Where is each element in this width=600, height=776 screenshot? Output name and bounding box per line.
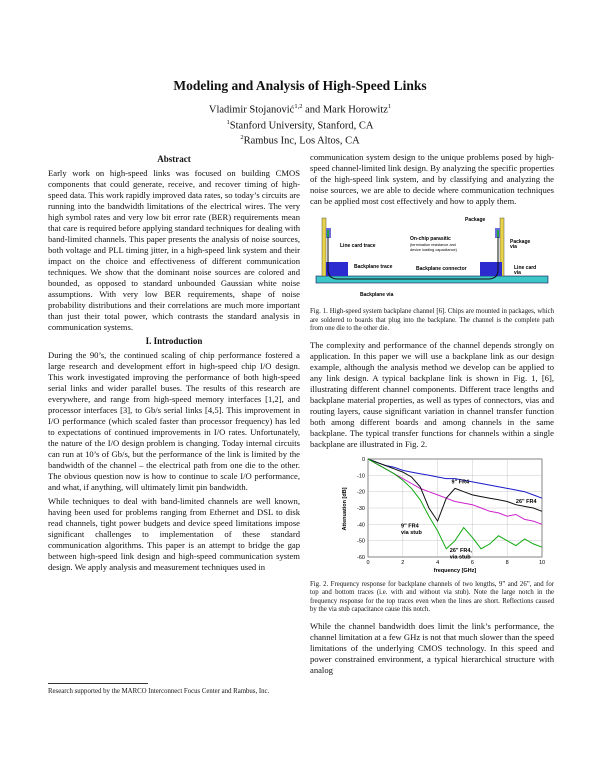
backplane-diagram (310, 210, 554, 302)
intro-paragraph-1: During the 90’s, the continued scaling of chip performance fostered a large research and development effort in high-speed chip I/O design. This work investigated improving the performance of both high-speed serial links and wider parallel buses. The results of this research are everywhere, and range from high-speed memory interfaces [1,2], and processor interfaces [3], to Gb/s serial links [4,5]. This improvement in I/O performance (which scaled faster than processor frequency) has led to expectations of continued improvements in I/O rates. Unfortunately, the nature of the I/O design problem is changing. Today internal circuits can run at 10’s of Gb/s, but the performance of the link is limited by the bandwidth of the channel – the electrical path from one die to the other. The obvious question now is how to continue to scale I/O performance, and what, if anything, will ultimately limit pin bandwidth. (48, 350, 300, 492)
label-backplane-connector: Backplane connector (416, 266, 467, 272)
footnote: Research supported by the MARCO Interconnect Focus Center and Rambus, Inc. (48, 688, 270, 695)
intro-heading: I. Introduction (145, 336, 203, 346)
abstract-heading: Abstract (157, 154, 191, 164)
left-connector (326, 262, 348, 276)
x-tick-label: 8 (505, 559, 509, 566)
label-line-card-trace: Line card trace (340, 243, 376, 249)
affil2-sup: 2 (240, 134, 244, 141)
frequency-response-chart (310, 453, 554, 575)
affiliation-2 (0, 132, 600, 148)
right-connector (480, 262, 502, 276)
y-tick-label: -40 (357, 521, 365, 528)
affil1-sup: 1 (226, 118, 230, 126)
author-name-b: and Mark Horowitz (302, 104, 388, 116)
footnote-rule (48, 683, 148, 684)
y-tick-label: -60 (357, 554, 365, 561)
right-paragraph-2: While the channel bandwidth does limit the link’s performance, the channel limitation at a few GHz is not that much slower than the speed limitations of the underlying CMOS technology. In this speed and power constrained environment, a typical hierarchical structure with analog (310, 620, 554, 675)
x-tick-label: 2 (401, 559, 405, 566)
affiliation-1 (0, 117, 600, 133)
x-tick-label: 4 (436, 559, 440, 566)
y-tick-label: -50 (357, 538, 365, 545)
author-sup-b: 1 (387, 103, 392, 110)
x-tick-label: 0 (366, 559, 370, 566)
right-column (310, 152, 554, 679)
label-onchip-2: (termination resistance and (410, 243, 456, 247)
label-backplane-via: Backplane via (360, 292, 394, 298)
author-sup-a: 1,2 (294, 103, 303, 110)
chart-annotation: via stub (449, 554, 471, 561)
left-line-card (322, 218, 326, 276)
label-package-via-2: via (510, 244, 517, 250)
y-tick-label: -10 (357, 472, 365, 479)
label-line-card-via-2: via (514, 270, 521, 276)
x-tick-label: 10 (538, 559, 546, 566)
chart-annotation: via stub (401, 529, 422, 536)
figure-1-caption: Fig. 1. High-speed system backplane channel [6]. Chips are mounted in packages, which are soldered to boards that plug into the backplane. The channel is the complete path from one die to the other die. (310, 308, 554, 332)
chart-xlabel: frequency [GHz] (433, 567, 477, 574)
label-backplane-trace: Backplane trace (354, 264, 393, 270)
y-tick-label: -30 (357, 505, 365, 512)
author-block (0, 101, 600, 148)
y-tick-label: 0 (361, 456, 365, 463)
right-paragraph-1: The complexity and performance of the channel depends strongly on application. In this paper we will use a backplane link as our design example, although the analysis method we develop can be applied to any link design. A typical backplane link is shown in Fig. 1, [6], illustrating different channel components. Different trace lengths and backplane material properties, as well as types of connectors, vias and routing layers, cause significant variation in channel transfer function both among different boards and among channels in the same backplane. The typical transfer functions for channels within a single backplane are illustrated in Fig. 2. (310, 339, 554, 449)
affil2-text: Rambus Inc, Los Altos, CA (243, 135, 360, 147)
chart-annotation: 9" FR4 (451, 479, 470, 485)
chart-annotation: 9" FR4 (401, 523, 419, 530)
chart-annotation: 26" FR4 (515, 498, 537, 505)
author-name-a: Vladimir Stojanović (208, 104, 295, 116)
figure-2 (310, 453, 554, 615)
paper-title: Modeling and Analysis of High-Speed Links (173, 78, 427, 93)
label-onchip-1: On-chip parasitic (410, 236, 451, 242)
right-paragraph-0: communication system design to the unique problems posed by high-speed channel-limited link design. By analyzing the specific properties of the high-speed link system, and by classifying and analyzing the noise sources, we are able to decide where communication techniques can be applied most cost effectively and how to apply them. (310, 152, 554, 206)
x-tick-label: 6 (470, 559, 474, 566)
label-package: Package (465, 217, 486, 223)
label-package-via-1: Package (510, 239, 531, 245)
affil1-text: Stanford University, Stanford, CA (229, 120, 374, 131)
figure-2-caption: Fig. 2. Frequency response for backplane channels of two lengths, 9” and 26”, and for top and bottom traces (i.e. with and without via stub). Note the large notch in the frequency response for the top traces even when the lines are short. Reflections caused by the via stub capacitance cause this notch. (310, 580, 554, 613)
chart-ylabel: Attenuation [dB] (342, 486, 348, 531)
author-line (0, 101, 600, 117)
left-column (48, 152, 300, 576)
label-onchip-3: device loading capacitance) (410, 248, 457, 252)
y-tick-label: -20 (357, 489, 365, 496)
intro-paragraph-2: While techniques to deal with band-limited channels are well known, having been used for problems ranging from Ethernet and DSL to disk read channels, tight power budgets and device speed limitations impose significant challenges to implementation of these standard communication algorithms. This paper is an attempt to bridge the gap between high-speed link design and high-speed communication system design. We apply analysis and measurement techniques used in (48, 496, 300, 572)
abstract-text: Early work on high-speed links was focused on building CMOS components that could generate, receive, and recover timing of high-speed data. This work rapidly improved data rates, so today’s circuits are running into the bandwidth limitations of the electrical wires. The very high symbol rates and very low bit error rate (BER) requirements mean that care is required before applying standard techniques for dealing with band-limited channels. This paper presents the analysis of noise sources, both voltage and PLL timing jitter, in a high-speed link system and their impact on the choice and effectiveness of different communication techniques. We show that the dominant noise sources are colored and bounded, as opposed to standard unbounded Gaussian white noise assumptions. With very low BER requirements, shape of noise probability distributions and their correlations are much more important than just their total power, which contrasts the standard analysis in communication systems. (48, 168, 300, 332)
label-line-card-via-1: Line card (514, 265, 537, 271)
chart-annotation: 26" FR4, (449, 547, 472, 554)
figure-1 (310, 210, 554, 334)
